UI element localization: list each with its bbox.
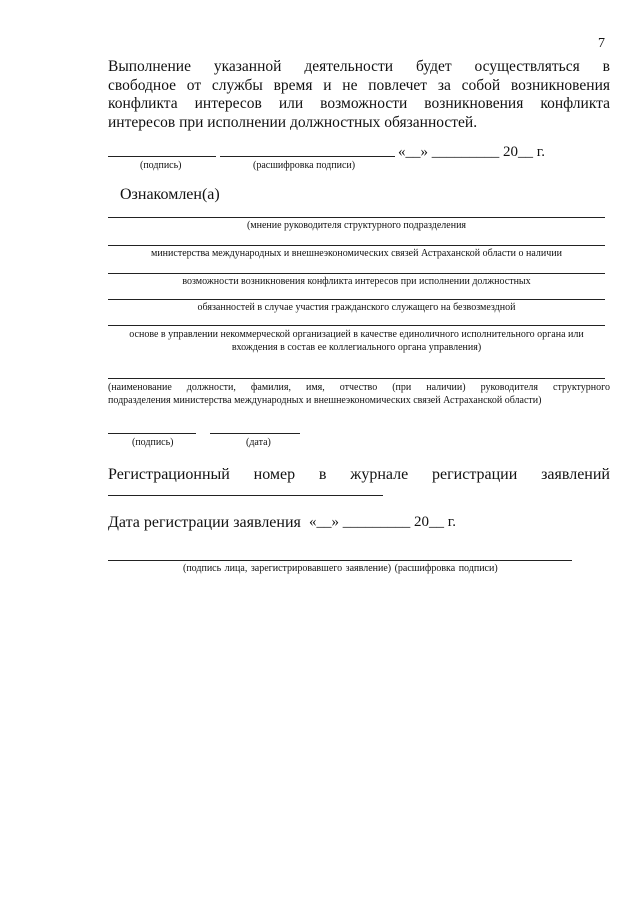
registration-date-label: Дата регистрации заявления	[108, 514, 301, 531]
opinion-caption: основе в управлении некоммерческой организацией в качестве единоличного исполнительного органа или	[129, 329, 584, 340]
opinion-line	[108, 245, 605, 246]
opinion-caption: вхождения в состав ее коллегиального органа управления)	[231, 342, 482, 353]
intro-line: Выполнение указанной деятельности будет осуществляться в	[108, 58, 610, 75]
sign-date: «__» _________ 20__ г.	[398, 144, 545, 160]
opinion-line	[108, 299, 605, 300]
opinion-line	[108, 325, 605, 326]
signature-caption: (подпись)	[140, 160, 182, 171]
page-number: 7	[598, 36, 605, 51]
decryption-caption: (расшифровка подписи)	[253, 160, 356, 171]
decryption-line	[220, 156, 395, 157]
head-line	[108, 378, 605, 379]
opinion-line	[108, 217, 605, 218]
head-caption: подразделения министерства международных и внешнеэкономических связей Астраханской области)	[108, 395, 542, 406]
intro-line: интересов при исполнении должностных обязанностей.	[108, 113, 478, 131]
signature-line	[108, 433, 196, 434]
intro-line: конфликта интересов или возможности возникновения конфликта	[108, 95, 610, 112]
registration-date-value: «__» _________ 20__ г.	[309, 514, 456, 530]
registration-number-label: Регистрационный номер в журнале регистрации заявлений	[108, 466, 610, 483]
opinion-caption: возможности возникновения конфликта интересов при исполнении должностных	[182, 276, 531, 287]
familiarized-label: Ознакомлен(а)	[120, 186, 220, 203]
opinion-caption: (мнение руководителя структурного подразделения	[246, 220, 467, 231]
head-caption: (наименование должности, фамилия, имя, отчество (при наличии) руководителя структурного	[108, 382, 610, 393]
intro-paragraph	[108, 58, 610, 132]
signature-line	[108, 156, 216, 157]
opinion-line	[108, 273, 605, 274]
opinion-caption: министерства международных и внешнеэкономических связей Астраханской области о наличии	[151, 248, 562, 259]
intro-line: свободное от службы время и не повлечет за собой возникновения	[108, 76, 610, 94]
registration-number-line	[108, 495, 383, 496]
registrar-caption: (подпись лица, зарегистрировавшего заявление) (расшифровка подписи)	[183, 563, 498, 574]
signature-caption: (подпись)	[132, 437, 174, 448]
date-line	[210, 433, 300, 434]
date-caption: (дата)	[246, 437, 271, 448]
opinion-caption: обязанностей в случае участия гражданского служащего на безвозмездной	[197, 302, 516, 313]
registrar-line	[108, 560, 572, 561]
